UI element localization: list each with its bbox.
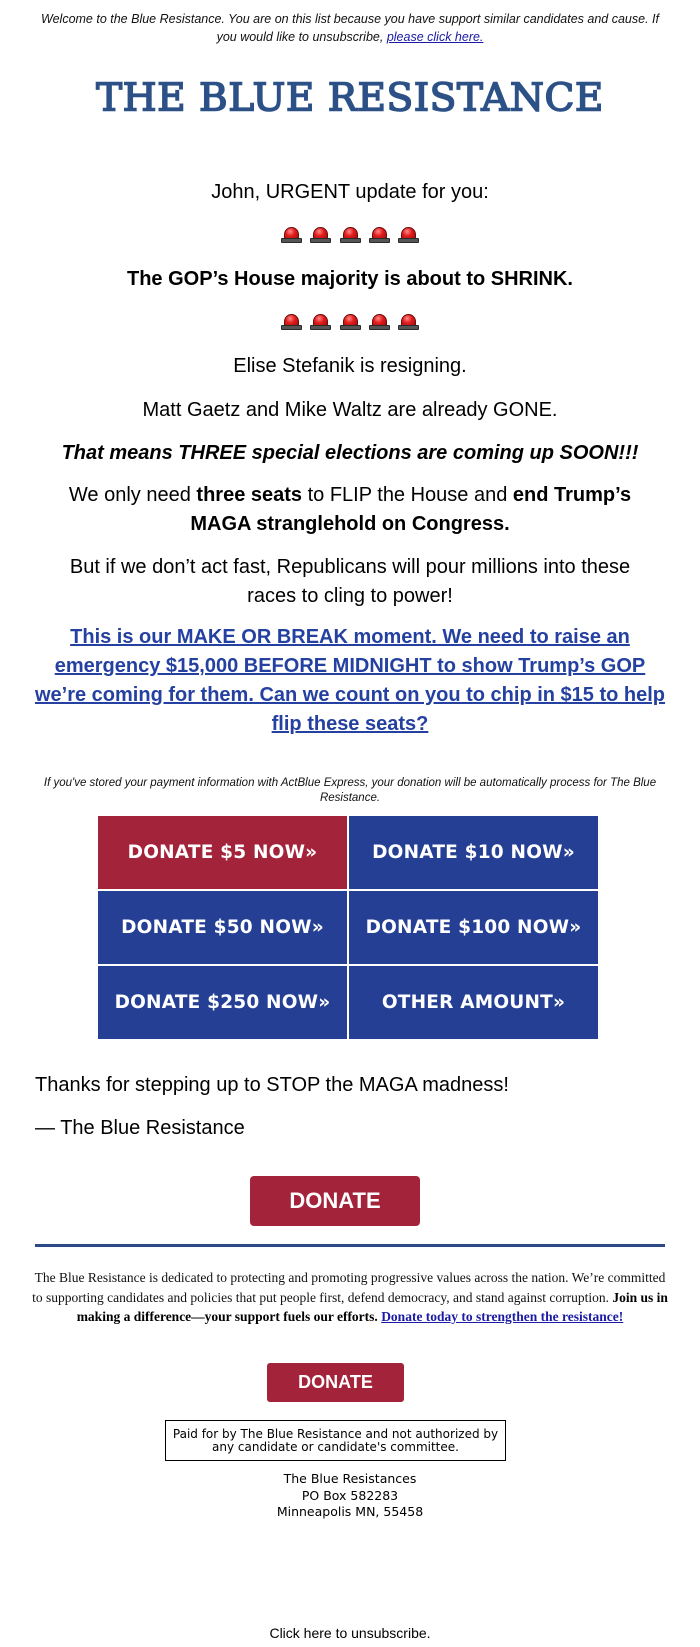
body-line-special-elections: That means THREE special elections are coming up SOON!!! bbox=[61, 442, 639, 464]
siren-icon bbox=[310, 226, 331, 243]
flip-text-1: We only need bbox=[68, 484, 197, 506]
about-bold: Join us in making a difference—your support fuels our efforts. bbox=[76, 1289, 668, 1324]
siren-icon bbox=[340, 313, 361, 330]
closing-thanks: Thanks for stepping up to STOP the MAGA madness! bbox=[35, 1074, 509, 1096]
donate-250-button[interactable]: DONATE $250 NOW» bbox=[98, 966, 347, 1039]
footer-about bbox=[32, 1268, 668, 1327]
siren-icon bbox=[398, 226, 419, 243]
preheader-text: Welcome to the Blue Resistance. You are on this list because you have support similar candidates and cause. If you would like to unsubscribe, bbox=[41, 12, 659, 44]
about-donate-link[interactable]: Donate today to strengthen the resistance! bbox=[381, 1309, 624, 1324]
brand-logo: THE BLUE RESISTANCE bbox=[96, 76, 604, 121]
other-amount-button[interactable]: OTHER AMOUNT» bbox=[349, 966, 598, 1039]
cta-link[interactable]: This is our MAKE OR BREAK moment. We need to raise an emergency $15,000 BEFORE MIDNIGHT to show Trump’s GOP we’re coming for them. Can we count on you to chip in $15 to help flip these seats? bbox=[34, 626, 666, 735]
siren-icon bbox=[340, 226, 361, 243]
address-box: PO Box 582283 bbox=[301, 1487, 399, 1503]
address-name: The Blue Resistances bbox=[283, 1471, 417, 1486]
donate-grid bbox=[98, 816, 598, 1036]
body-line-stefanik: Elise Stefanik is resigning. bbox=[233, 355, 467, 377]
siren-icon bbox=[369, 226, 390, 243]
siren-icon bbox=[398, 313, 419, 330]
actblue-fineprint: If you've stored your payment information with ActBlue Express, your donation will be automatically process for The Blue Resistance. bbox=[43, 777, 657, 804]
siren-icon bbox=[369, 313, 390, 330]
closing-signature: — The Blue Resistance bbox=[35, 1117, 245, 1139]
donate-5-button[interactable]: DONATE $5 NOW» bbox=[98, 816, 347, 889]
unsubscribe-link-bottom[interactable]: Click here to unsubscribe. bbox=[269, 1625, 431, 1641]
about-text: The Blue Resistance is dedicated to protecting and promoting progressive values across the nation. We’re committed to supporting candidates and policies that put people first, defend democracy, and stand against corruption. bbox=[32, 1270, 666, 1305]
siren-icon bbox=[281, 313, 302, 330]
greeting: John, URGENT update for you: bbox=[211, 181, 489, 203]
siren-row-top bbox=[0, 226, 700, 244]
donate-button-small[interactable]: DONATE bbox=[267, 1363, 404, 1402]
body-line-act-fast: But if we don’t act fast, Republicans will pour millions into these races to cling to power! bbox=[69, 556, 631, 607]
siren-row-bottom bbox=[0, 313, 700, 331]
footer-divider bbox=[35, 1244, 665, 1247]
preheader bbox=[40, 10, 660, 46]
mailing-address bbox=[0, 1471, 700, 1521]
flip-text-2: to FLIP the House and bbox=[302, 484, 513, 506]
siren-icon bbox=[310, 313, 331, 330]
unsubscribe-link-top[interactable]: please click here. bbox=[386, 30, 484, 44]
body-line-flip-house bbox=[45, 481, 655, 539]
flip-bold-2: end Trump’s MAGA stranglehold on Congress. bbox=[190, 484, 632, 535]
headline: The GOP’s House majority is about to SHRINK. bbox=[127, 268, 573, 290]
paid-for-disclaimer: Paid for by The Blue Resistance and not authorized by any candidate or candidate's committee. bbox=[165, 1420, 506, 1461]
donate-50-button[interactable]: DONATE $50 NOW» bbox=[98, 891, 347, 964]
siren-icon bbox=[281, 226, 302, 243]
body-line-gaetz: Matt Gaetz and Mike Waltz are already GONE. bbox=[142, 399, 558, 421]
donate-10-button[interactable]: DONATE $10 NOW» bbox=[349, 816, 598, 889]
donate-button-large[interactable]: DONATE bbox=[250, 1176, 420, 1226]
donate-100-button[interactable]: DONATE $100 NOW» bbox=[349, 891, 598, 964]
flip-bold-1: three seats bbox=[196, 484, 303, 506]
address-city: Minneapolis MN, 55458 bbox=[276, 1504, 424, 1519]
